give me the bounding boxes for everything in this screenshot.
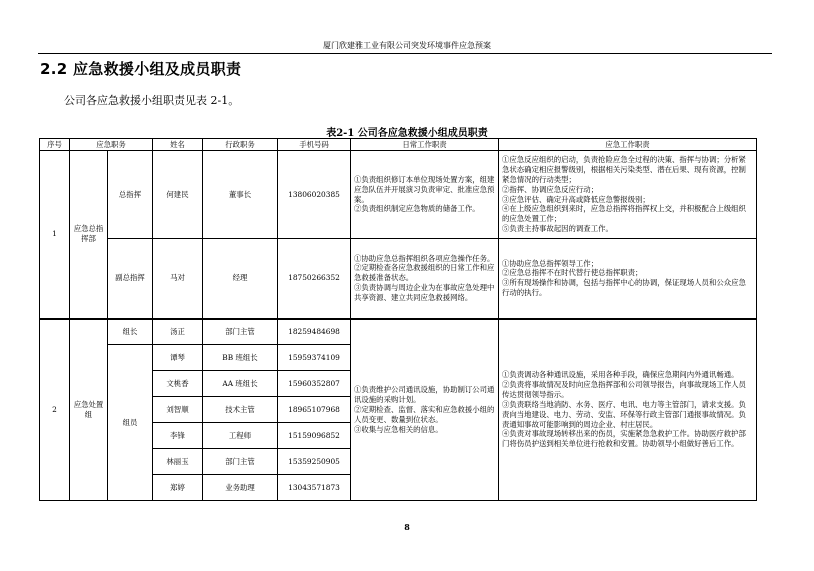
phone-cell: 13043571873 <box>278 475 351 501</box>
phone-cell: 15959374109 <box>278 345 351 371</box>
name-cell: 文桃香 <box>153 371 203 397</box>
position-cell: 工程师 <box>203 423 278 449</box>
phone-cell: 18259484698 <box>278 319 351 345</box>
name-cell: 林丽玉 <box>153 449 203 475</box>
position-cell: 部门主管 <box>203 449 278 475</box>
table-row <box>40 151 757 239</box>
phone-cell: 15359250905 <box>278 449 351 475</box>
name-cell: 李锋 <box>153 423 203 449</box>
col-header: 姓名 <box>153 139 203 151</box>
position-cell: 业务助理 <box>203 475 278 501</box>
position-cell: 部门主管 <box>203 319 278 345</box>
phone-cell: 18965107968 <box>278 397 351 423</box>
position-cell: 技术主管 <box>203 397 278 423</box>
phone-cell: 15960352807 <box>278 371 351 397</box>
position-cell: 董事长 <box>203 151 278 239</box>
daily-duty-cell: ①协助应急总指挥组织各项应急操作任务。 ②定期检查各应急救援组织的日常工作和应急救援准备状态。 ③负责协调与周边企业为在事故应急处理中共享资源、建立共同应急救援网络。 <box>351 239 499 319</box>
name-cell: 谭琴 <box>153 345 203 371</box>
daily-duty-cell: ①负责组织修订本单位现场处置方案，组建应急队伍并开展演习负责审定、批准应急预案。 ②负责组织制定应急物质的储备工作。 <box>351 151 499 239</box>
name-cell: 刘智顺 <box>153 397 203 423</box>
name-cell: 何建民 <box>153 151 203 239</box>
responsibility-table <box>39 138 757 501</box>
phone-cell: 18750266352 <box>278 239 351 319</box>
role-cell: 总指挥 <box>108 151 153 239</box>
table-row <box>40 319 757 345</box>
name-cell: 马对 <box>153 239 203 319</box>
position-cell: BB 班组长 <box>203 345 278 371</box>
col-header: 日常工作职责 <box>351 139 499 151</box>
emergency-duty-cell: ①应急反应组织的启动，负责抢险应急全过程的决策、指挥与协调；分析紧急状态确定相应报警级别，根据相关污染类型、潜在后果、现有资源，控制紧急情况的行动类型； ②指挥、协调应急反应行动； ③应急评估、确定升高或降低应急警报级别； ④在上级应急组织到来时，应急总指挥将指挥权上交，并积极配合上级组织的应急处置工作； ⑤负责主持事故起因的调查工作。 <box>499 151 757 239</box>
document-header: 厦门欣建雅工业有限公司突发环境事件应急预案 <box>323 41 491 50</box>
daily-duty-cell: ①负责维护公司通讯设施，协助制订公司通讯设施的采购计划。 ②定期检查、监督、落实和应急救援小组的人员变更、数量到位状态。 ③收集与应急相关的信息。 <box>351 319 499 501</box>
col-header: 行政职务 <box>203 139 278 151</box>
emergency-duty-cell: ①负责调动各种通讯设施，采用各种手段，确保应急期间内外通讯畅通。 ②负责将事故情况及时向应急指挥部和公司领导报告，向事故现场工作人员传达贯彻领导指示。 ③负责联络当地消防、水务、医疗、电讯、电力等主管部门，请求支援。负责向当地建设、电力、劳动、安监、环保等行政主管部门通报事故情况。负责通知事故可能影响到的周边企业、村庄居民。 ④负责对事故现场转移出来的伤员，实施紧急急救护工作。协助医疗救护部门将伤员护送到相关单位进行抢救和安置。协助领导小组做好善后工作。 <box>499 319 757 501</box>
section-title: 2.2 应急救援小组及成员职责 <box>40 60 242 78</box>
role-cell: 副总指挥 <box>108 239 153 319</box>
name-cell: 郑婷 <box>153 475 203 501</box>
role-cell: 组员 <box>108 345 153 501</box>
group-name: 应急处置组 <box>70 319 108 501</box>
position-cell: 经理 <box>203 239 278 319</box>
role-cell: 组长 <box>108 319 153 345</box>
header-rule <box>38 53 772 54</box>
page-number: 8 <box>404 522 410 532</box>
group-name: 应急总指挥部 <box>70 151 108 319</box>
col-header: 手机号码 <box>278 139 351 151</box>
emergency-duty-cell: ①协助应急总指挥领导工作； ②应急总指挥不在时代替行使总指挥职责； ③所有现场操作和协调，包括与指挥中心的协调，保证现场人员和公众应急行动的执行。 <box>499 239 757 319</box>
table-row <box>40 239 757 319</box>
table-caption: 表2-1 公司各应急救援小组成员职责 <box>326 128 488 139</box>
group-number: 2 <box>40 319 70 501</box>
phone-cell: 15159096852 <box>278 423 351 449</box>
position-cell: AA 班组长 <box>203 371 278 397</box>
col-header: 序号 <box>40 139 70 151</box>
phone-cell: 13806020385 <box>278 151 351 239</box>
name-cell: 汤正 <box>153 319 203 345</box>
group-number: 1 <box>40 151 70 319</box>
intro-paragraph: 公司各应急救援小组职责见表 2-1。 <box>64 94 240 107</box>
col-header: 应急工作职责 <box>499 139 757 151</box>
col-header: 应急职务 <box>70 139 153 151</box>
table-header-row <box>40 139 757 151</box>
